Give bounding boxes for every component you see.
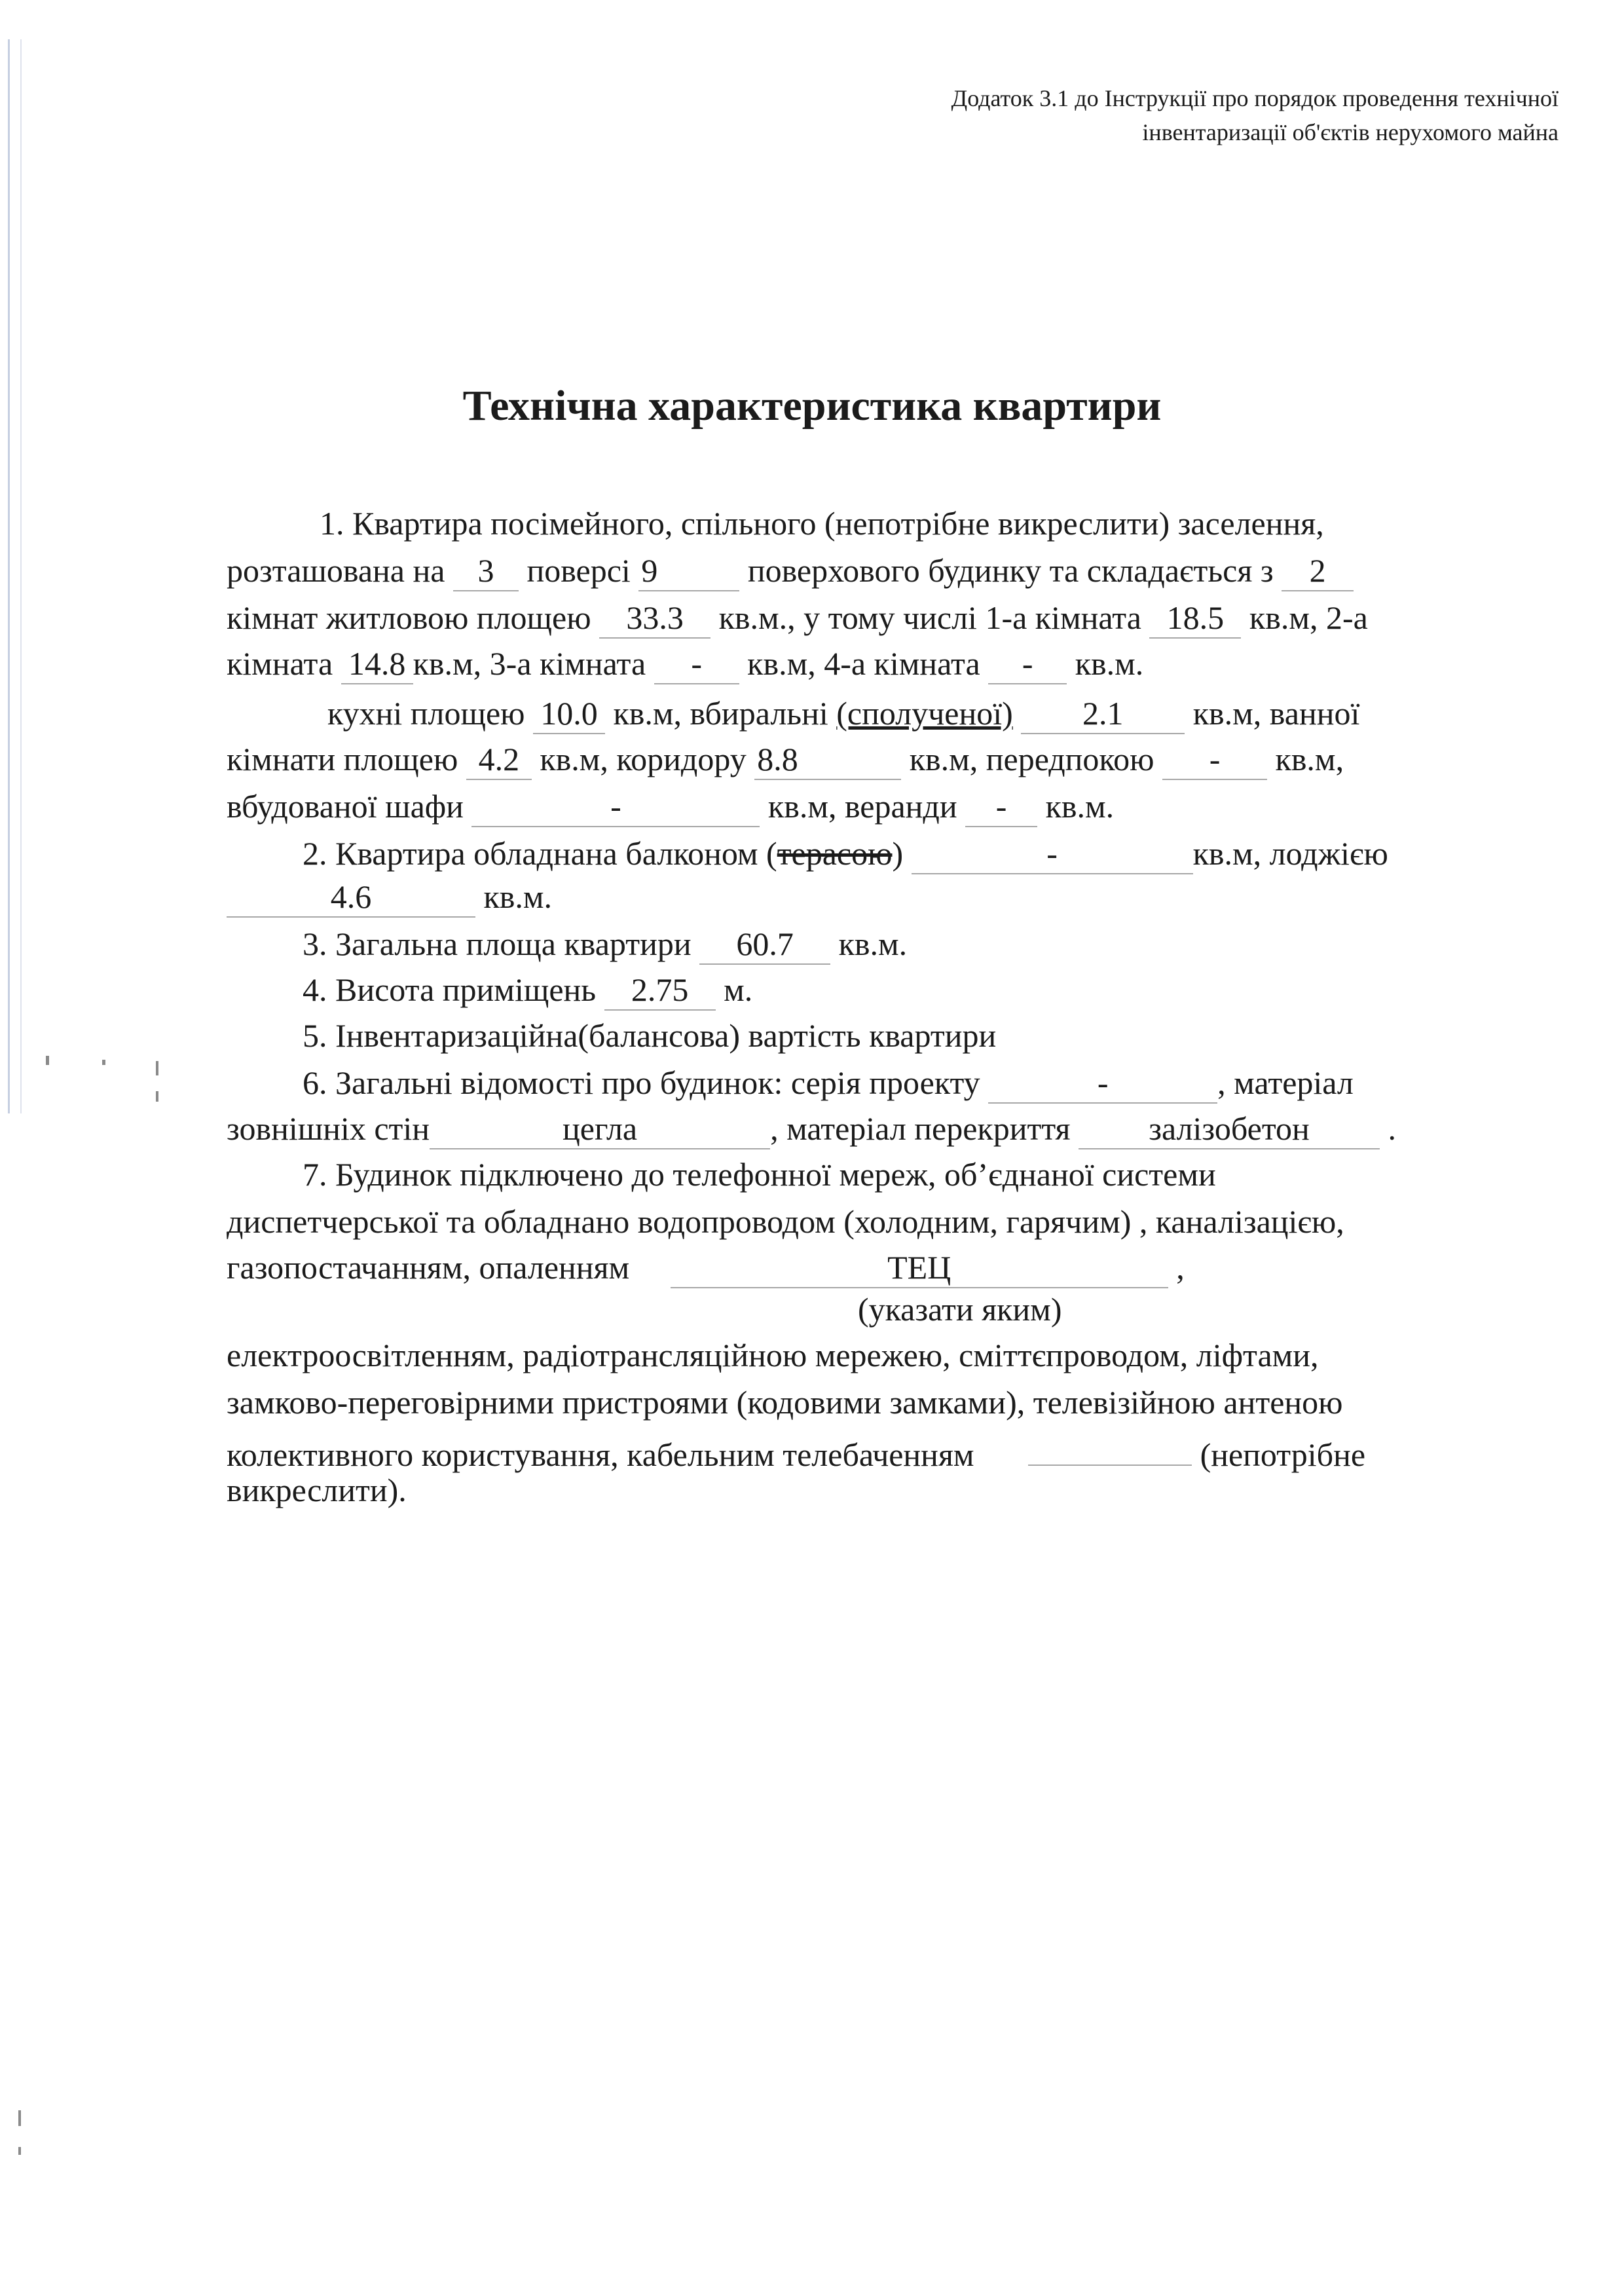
- item-text: 6. Загальні відомості про будинок: серія проекту: [303, 1064, 980, 1101]
- item1-line5: [327, 690, 1359, 736]
- toilet-type-text: (сполученої): [836, 695, 1013, 732]
- room1-area-field[interactable]: 18.5: [1149, 598, 1241, 639]
- item1-line2: [227, 548, 1354, 593]
- ceiling-height-field[interactable]: 2.75: [604, 970, 716, 1011]
- scan-mark: [156, 1091, 158, 1102]
- cable-tv-field[interactable]: [1028, 1425, 1192, 1466]
- item1-line3: [227, 595, 1368, 641]
- item-text: 3. Загальна площа квартири: [303, 925, 692, 962]
- item-text: кв.м, 3-а кімната: [413, 645, 646, 682]
- item-text: кімната: [227, 645, 333, 682]
- page-title: Технічна характеристика квартири: [462, 382, 1162, 430]
- item-text: кв.м, веранди: [767, 788, 957, 825]
- item-text: кв.м, коридору: [540, 741, 747, 777]
- project-series-field[interactable]: -: [988, 1063, 1217, 1104]
- item7-line7: [227, 1467, 407, 1513]
- floor-field[interactable]: 3: [453, 551, 519, 591]
- item1-line4: [227, 641, 1143, 686]
- item1-line1: [320, 500, 1324, 546]
- item-text: ,: [1176, 1249, 1185, 1286]
- appendix-note-line: інвентаризації об'єктів нерухомого майна: [1142, 119, 1559, 145]
- floors-total-field[interactable]: 9: [638, 551, 739, 591]
- total-area-field[interactable]: 60.7: [699, 924, 830, 965]
- item-text: кв.м, ванної: [1192, 695, 1360, 732]
- item-text: колективного користування, кабельним телебаченням: [227, 1436, 974, 1473]
- item-text: , матеріал: [1217, 1064, 1354, 1101]
- scan-mark: [102, 1060, 105, 1065]
- room2-area-field[interactable]: 14.8: [341, 644, 413, 684]
- item-text: 4. Висота приміщень: [303, 971, 597, 1008]
- item-text: кв.м., у тому числі 1-а кімната: [718, 599, 1141, 636]
- item-text: кв.м, передпокою: [909, 741, 1154, 777]
- hallway-area-field[interactable]: -: [1162, 739, 1267, 780]
- struck-text: терасою: [777, 835, 893, 872]
- item-text: газопостачанням, опаленням: [227, 1249, 630, 1286]
- scan-mark: [156, 1061, 158, 1075]
- item7-line6: [227, 1425, 1365, 1471]
- item-text: кв.м, 2-а: [1249, 599, 1368, 636]
- item-text: розташована на: [227, 552, 445, 589]
- item-text: електроосвітленням, радіотрансляційною мережею, сміттєпроводом, ліфтами,: [227, 1337, 1319, 1373]
- veranda-area-field[interactable]: -: [965, 787, 1037, 827]
- item-text: кв.м.: [1045, 788, 1115, 825]
- item7-line5: [227, 1379, 1343, 1425]
- item-text: кв.м, вбиральні: [613, 695, 828, 732]
- item-text: Квартира посімейного, спільного (непотрібне викреслити) заселення,: [352, 505, 1324, 542]
- rooms-count-field[interactable]: 2: [1282, 551, 1354, 591]
- scan-page-edge: [8, 39, 22, 1113]
- item-text: кв.м,: [1275, 741, 1344, 777]
- corridor-area-field[interactable]: 8.8: [754, 739, 901, 780]
- balcony-area-field[interactable]: -: [912, 834, 1193, 874]
- wall-material-field[interactable]: цегла: [430, 1109, 770, 1149]
- item-text: 5. Інвентаризаційна(балансова) вартість квартири: [303, 1017, 997, 1054]
- item5-line: [303, 1013, 996, 1058]
- item1-line6: [227, 736, 1344, 782]
- item-text: кімнат житловою площею: [227, 599, 591, 636]
- kitchen-area-field[interactable]: 10.0: [533, 694, 605, 734]
- item-text: кв.м, лоджією: [1192, 835, 1388, 872]
- item7-hint: [858, 1286, 1061, 1332]
- item-text: кухні площею: [327, 695, 525, 732]
- scan-mark: [18, 2147, 21, 2155]
- room4-area-field[interactable]: -: [988, 644, 1067, 684]
- item-text: (непотрібне: [1200, 1436, 1366, 1473]
- item2-line2: [227, 874, 552, 920]
- item-text: вбудованої шафи: [227, 788, 464, 825]
- loggia-area-field[interactable]: 4.6: [227, 877, 475, 918]
- item-text: кв.м, 4-а кімната: [747, 645, 980, 682]
- scan-mark: [18, 2110, 21, 2126]
- appendix-note-line: Додаток 3.1 до Інструкції про порядок проведення технічної: [951, 85, 1559, 111]
- item7-line2: [227, 1199, 1344, 1244]
- item4-line: [303, 967, 752, 1013]
- item-text: викреслити).: [227, 1472, 407, 1508]
- hint-text: (указати яким): [858, 1291, 1062, 1328]
- item-text: 7. Будинок підключено до телефонної мереж, об’єднаної системи: [303, 1156, 1216, 1193]
- room3-area-field[interactable]: -: [654, 644, 739, 684]
- item-text: диспетчерської та обладнано водопроводом (холодним, гарячим) , каналізацією,: [227, 1203, 1344, 1240]
- item-text: поверхового будинку та складається з: [747, 552, 1274, 589]
- item-text: кв.м.: [838, 925, 908, 962]
- item-text: поверсі: [526, 552, 631, 589]
- item6-line2: [227, 1106, 1396, 1151]
- item3-line: [303, 921, 907, 967]
- appendix-note: [773, 81, 1559, 149]
- item7-line3: [227, 1244, 1185, 1290]
- heating-type-field[interactable]: ТЕЦ: [671, 1248, 1168, 1288]
- item-text: м.: [724, 971, 753, 1008]
- item-text: .: [1388, 1110, 1397, 1147]
- item2-line1: [303, 830, 1388, 876]
- item-text: замково-переговірними пристроями (кодовими замками), телевізійною антеною: [227, 1384, 1343, 1421]
- item-text: кв.м.: [1075, 645, 1144, 682]
- item6-line1: [303, 1060, 1354, 1106]
- item-number: 1.: [320, 505, 344, 542]
- floor-material-field[interactable]: залізобетон: [1079, 1109, 1380, 1149]
- item-text: ): [892, 835, 904, 872]
- toilet-area-field[interactable]: 2.1: [1021, 694, 1185, 734]
- item7-line1: [303, 1151, 1216, 1197]
- closet-area-field[interactable]: -: [471, 787, 760, 827]
- bathroom-area-field[interactable]: 4.2: [466, 739, 532, 780]
- item-text: кв.м.: [483, 878, 553, 915]
- item1-line7: [227, 783, 1114, 829]
- item-text: , матеріал перекриття: [770, 1110, 1071, 1147]
- item-text: 2. Квартира обладнана балконом (: [303, 835, 777, 872]
- item-text: кімнати площею: [227, 741, 458, 777]
- scan-mark: [46, 1056, 49, 1065]
- item-text: зовнішніх стін: [227, 1110, 430, 1147]
- item7-line4: [227, 1332, 1319, 1378]
- living-area-field[interactable]: 33.3: [599, 598, 710, 639]
